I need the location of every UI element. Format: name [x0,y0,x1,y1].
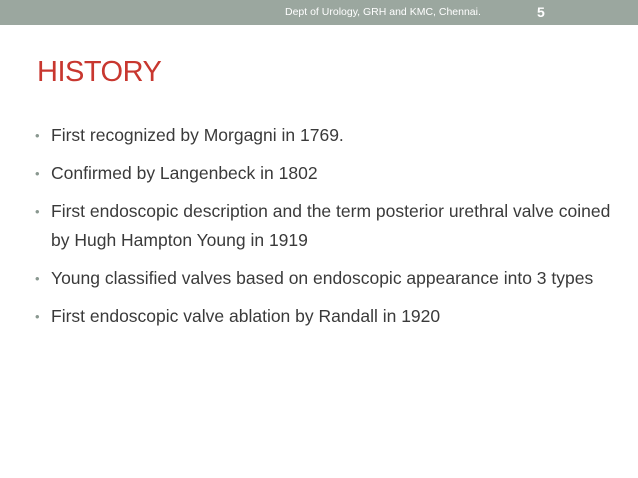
bullet-text: First endoscopic description and the term posterior urethral valve coined by Hugh Hampton Young in 1919 [51,201,611,250]
bullet-dot-icon: • [35,166,40,181]
bullet-text: First endoscopic valve ablation by Randall in 1920 [51,306,441,326]
bullet-item [35,197,615,255]
slide-title: HISTORY [37,56,162,88]
footer-text: Dept of Urology, GRH and KMC, Chennai. [285,6,481,18]
bullet-dot-icon: • [35,271,40,286]
bullet-text: First recognized by Morgagni in 1769. [51,125,344,145]
bullet-item [35,121,615,150]
bullet-text: Confirmed by Langenbeck in 1802 [51,163,318,183]
bullet-dot-icon: • [35,309,40,324]
bullet-item [35,264,615,293]
bullet-text: Young classified valves based on endoscopic appearance into 3 types [51,268,594,288]
bullet-item [35,159,615,188]
header-bar [0,0,638,25]
bullet-dot-icon: • [35,204,40,219]
slide-number: 5 [537,4,545,20]
bullet-dot-icon: • [35,128,40,143]
bullet-list [35,121,615,340]
bullet-item [35,302,615,331]
